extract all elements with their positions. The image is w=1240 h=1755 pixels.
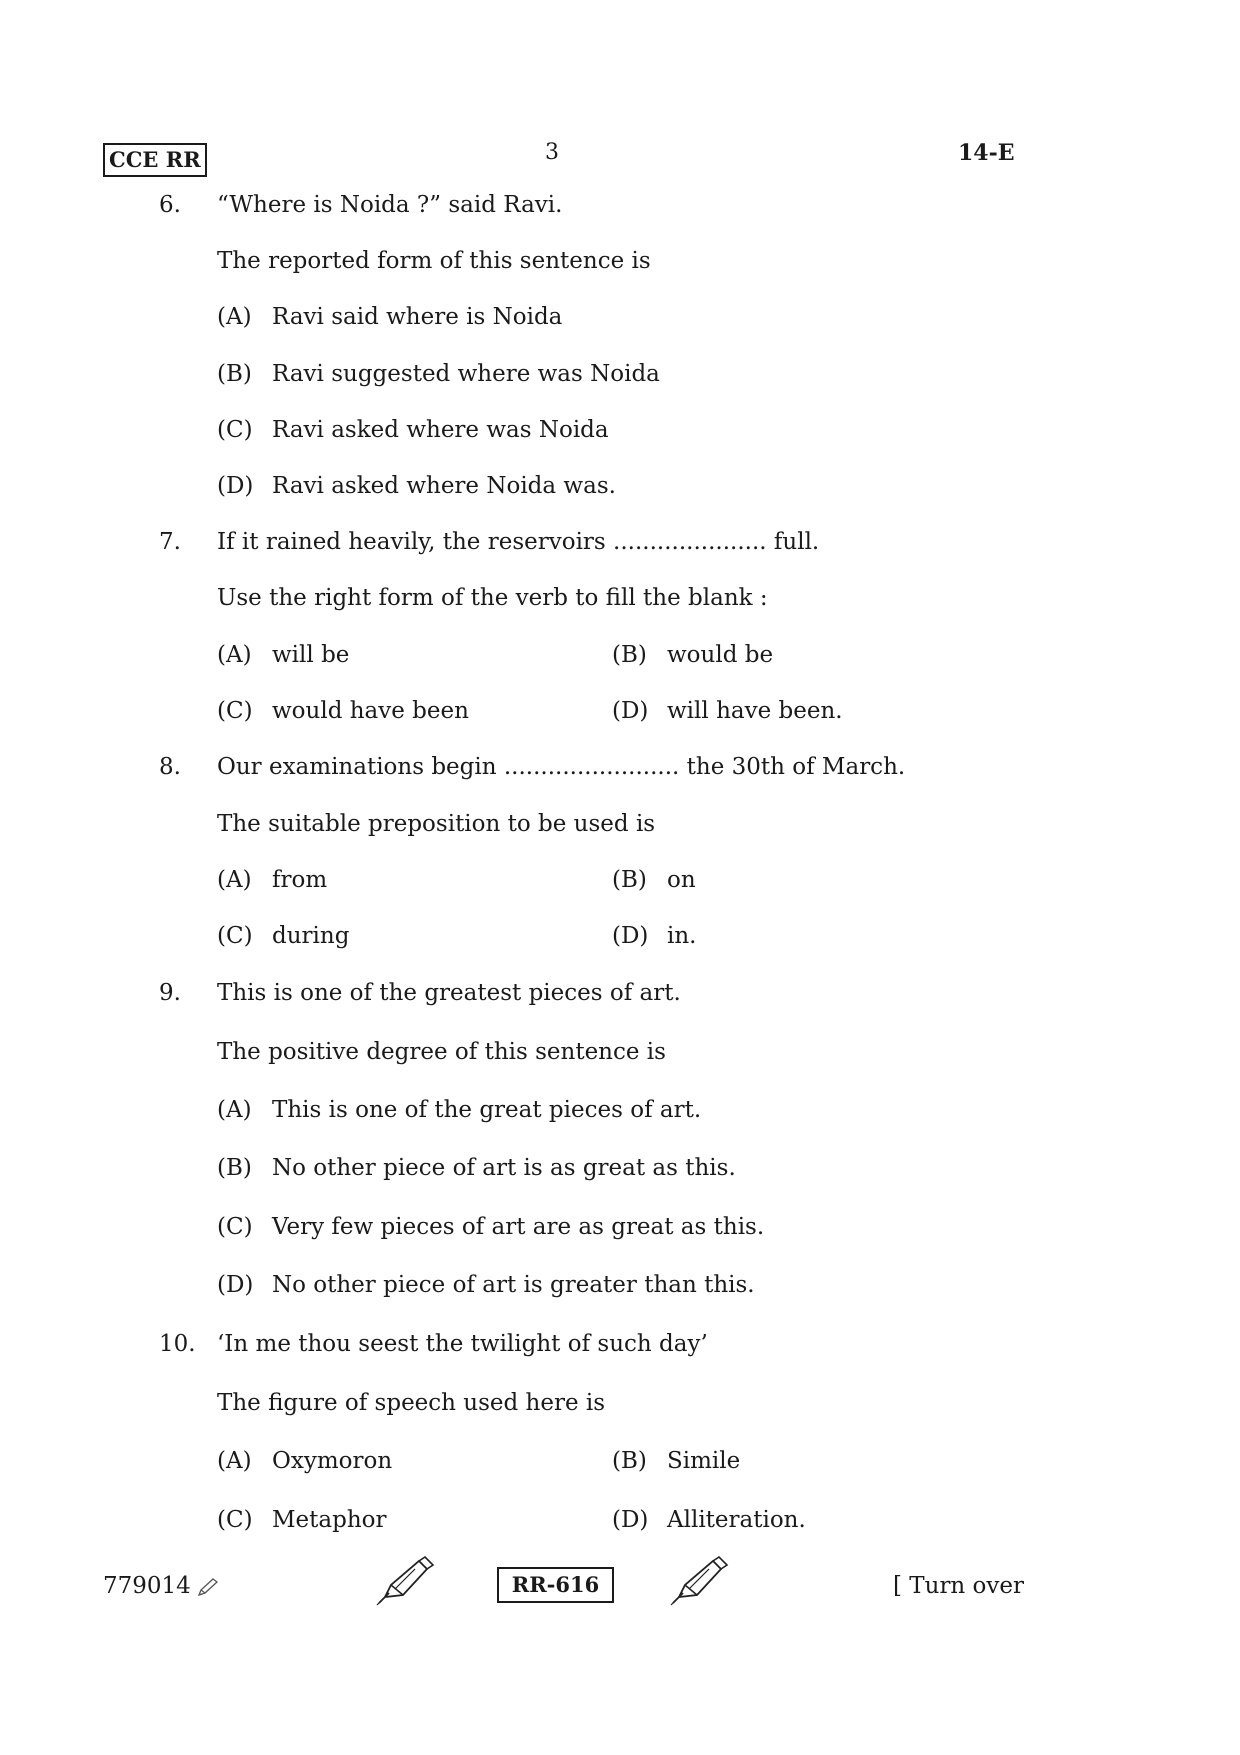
question-number: 9. [159, 980, 181, 1006]
question-instruction: The suitable preposition to be used is [217, 811, 656, 837]
question-number: 6. [159, 192, 181, 218]
option-text: Ravi asked where was Noida [272, 417, 609, 443]
option-text: during [272, 923, 350, 949]
option-label: (B) [612, 642, 647, 668]
option-label: (A) [217, 642, 252, 668]
question-text: This is one of the greatest pieces of art. [217, 980, 681, 1006]
fountain-pen-icon [669, 1555, 729, 1611]
option-text: This is one of the great pieces of art. [272, 1097, 702, 1123]
paper-code-box: CCE RR [103, 143, 207, 177]
option-label: (A) [217, 1097, 252, 1123]
question-number: 7. [159, 529, 181, 555]
option-label: (C) [217, 923, 253, 949]
question-instruction: The positive degree of this sentence is [217, 1039, 666, 1065]
option-label: (D) [217, 1272, 254, 1298]
option-label: (C) [217, 1507, 253, 1533]
option-text: No other piece of art is greater than this. [272, 1272, 755, 1298]
option-label: (B) [217, 361, 252, 387]
option-label: (D) [612, 698, 649, 724]
option-label: (B) [217, 1155, 252, 1181]
option-text: Ravi suggested where was Noida [272, 361, 660, 387]
option-text: would have been [272, 698, 469, 724]
question-text: ‘In me thou seest the twilight of such day’ [217, 1331, 708, 1357]
option-text: from [272, 867, 328, 893]
question-number: 8. [159, 754, 181, 780]
option-label: (B) [612, 867, 647, 893]
question-number: 10. [159, 1331, 196, 1357]
option-text: in. [667, 923, 697, 949]
question-instruction: The reported form of this sentence is [217, 248, 651, 274]
booklet-code-box: RR-616 [497, 1567, 614, 1603]
option-text: will have been. [667, 698, 843, 724]
turn-over-note: [ Turn over [893, 1573, 1025, 1599]
option-label: (A) [217, 1448, 252, 1474]
option-text: on [667, 867, 696, 893]
fountain-pen-icon [375, 1555, 435, 1611]
pencil-icon [196, 1576, 220, 1602]
option-label: (C) [217, 1214, 253, 1240]
option-label: (D) [217, 473, 254, 499]
option-label: (B) [612, 1448, 647, 1474]
option-text: Metaphor [272, 1507, 387, 1533]
question-instruction: The figure of speech used here is [217, 1390, 606, 1416]
option-text: Ravi asked where Noida was. [272, 473, 616, 499]
option-label: (C) [217, 417, 253, 443]
footer-serial: 779014 [103, 1573, 191, 1599]
option-text: Very few pieces of art are as great as this. [272, 1214, 765, 1240]
option-text: would be [667, 642, 774, 668]
option-text: Alliteration. [667, 1507, 806, 1533]
option-label: (A) [217, 304, 252, 330]
option-label: (A) [217, 867, 252, 893]
option-text: Oxymoron [272, 1448, 393, 1474]
subject-code: 14-E [958, 140, 1015, 166]
page-number: 3 [545, 140, 559, 165]
option-label: (C) [217, 698, 253, 724]
option-text: Ravi said where is Noida [272, 304, 563, 330]
option-text: Simile [667, 1448, 741, 1474]
option-text: will be [272, 642, 350, 668]
question-text: If it rained heavily, the reservoirs ..................... full. [217, 529, 820, 555]
option-text: No other piece of art is as great as this. [272, 1155, 736, 1181]
question-instruction: Use the right form of the verb to fill the blank : [217, 585, 768, 611]
question-text: “Where is Noida ?” said Ravi. [217, 192, 563, 218]
question-text: Our examinations begin ........................ the 30th of March. [217, 754, 906, 780]
option-label: (D) [612, 923, 649, 949]
option-label: (D) [612, 1507, 649, 1533]
